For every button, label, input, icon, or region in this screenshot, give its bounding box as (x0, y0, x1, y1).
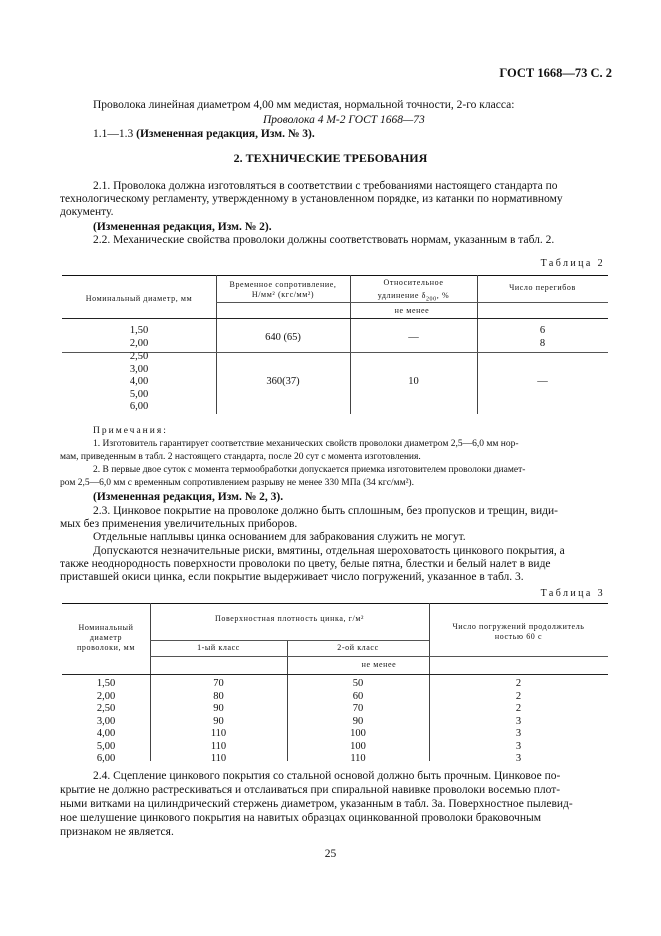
elongation-unit: , % (436, 291, 450, 300)
dips-line1: Число погружений продолжитель (452, 622, 585, 631)
table2-cell: 3,00 (129, 363, 149, 375)
note-2-line1: 2. В первые двое суток с момента термообработки допускается приемка изготовителем проволоки диамет- (93, 465, 526, 475)
para-2-3-line4: Допускаются незначительные риски, вмятины, отдельная шероховатость цинкового покрытия, а (93, 545, 565, 557)
para-2-1-line1: 2.1. Проволока должна изготовляться в соответствии с требованиями настоящего стандарта по (93, 180, 558, 192)
table3-cell: 70 (352, 703, 364, 714)
strength-line1: Временное сопротивление, (229, 280, 337, 289)
table3-col-diameter (62, 678, 150, 766)
table3-cell: 3 (515, 715, 522, 727)
table2-header-diameter: Номинальный диаметр, мм (85, 294, 193, 303)
table3-cell: 80 (213, 690, 224, 702)
dips-line2: ностью 60 с (494, 632, 543, 641)
section-title: 2. ТЕХНИЧЕСКИЕ ТРЕБОВАНИЯ (233, 151, 428, 165)
table3-cell: 110 (210, 740, 227, 752)
table3-cell: 1,50 (96, 678, 116, 689)
page-header-code: ГОСТ 1668—73 С. 2 (499, 66, 612, 80)
table3-cell: 3 (515, 753, 522, 764)
table2-g2-diameters (62, 351, 216, 414)
para-2-1-line2: технологическому регламенту, утвержденному в установленном порядке, из катанки по нормативному (60, 193, 563, 205)
edit-note-2: (Измененная редакция, Изм. № 2). (93, 221, 272, 233)
table3-cell: 4,00 (96, 728, 116, 739)
table3-cell: 2 (515, 690, 522, 702)
edit-bold: (Измененная редакция, Изм. № 3). (136, 128, 315, 140)
table3-cell: 90 (213, 703, 224, 714)
table3-cell: 110 (210, 753, 227, 764)
elongation-line2 (350, 291, 477, 305)
table3-cell: 3,00 (96, 715, 116, 727)
diameter-line2: диаметр (89, 633, 123, 642)
table3-header-diameter (62, 623, 150, 653)
note-1-line1: 1. Изготовитель гарантирует соответствие механических свойств проволоки диаметром 2,5—6,0 мм нор- (93, 439, 519, 449)
table3-cell: 90 (352, 715, 364, 727)
note-1-line2: мам, приведенным в табл. 2 настоящего стандарта, после 20 сут с момента изготовления. (60, 452, 421, 462)
para-2-3-line1: 2.3. Цинковое покрытие на проволоке должно быть сплошным, без пропусков и трещин, види- (93, 505, 558, 517)
table3-header-class2: 2-ой класс (337, 643, 379, 652)
table2-g1-diameters (62, 325, 216, 350)
table2-g2-elongation: 10 (408, 376, 419, 387)
para-2-4-line3: ными витками на цилиндрический стержень диаметром, указанным в табл. 3а. Поверхностное пылевид- (60, 798, 573, 810)
table3-cell: 2,00 (96, 690, 116, 702)
table3-cell: 70 (213, 678, 224, 689)
table3-cell: 2 (515, 678, 522, 689)
table2-g2-strength: 360(37) (266, 376, 300, 387)
table2-header-min: не менее (394, 306, 430, 315)
table3-cell: 3 (515, 740, 522, 752)
table3-col-dips (429, 678, 608, 766)
table2-g2-bends: — (537, 376, 548, 387)
table3-header-dips (429, 622, 608, 642)
table2-header-bends: Число перегибов (509, 283, 576, 292)
table2-g1-elongation: — (408, 332, 419, 343)
para-2-1-line3: документу. (60, 206, 114, 218)
table3-cell: 3 (515, 728, 522, 739)
table3-cell: 50 (352, 678, 364, 689)
table2-g1-strength: 640 (65) (265, 332, 301, 343)
elongation-sub: 200 (425, 296, 437, 303)
para-2-3-line5: также неоднородность поверхности проволоки по цвету, белые пятна, блестки и белый налет в виде (60, 558, 551, 570)
table2-header-elongation (350, 278, 477, 305)
table3-cell: 6,00 (96, 753, 116, 764)
page-number: 25 (324, 848, 337, 860)
para-2-4-line5: признаком не является. (60, 826, 174, 838)
para-2-3-line3: Отдельные наплывы цинка основанием для забракования служить не могут. (93, 531, 466, 543)
table3-cell: 5,00 (96, 740, 116, 752)
table3-caption: Таблица 3 (540, 588, 605, 599)
table2-cell: 5,00 (129, 388, 149, 400)
table3-header-density: Поверхностная плотность цинка, г/м² (214, 614, 365, 623)
para-2-4-line1: 2.4. Сцепление цинкового покрытия со стальной основой должно быть прочным. Цинковое по- (93, 770, 561, 782)
table3-cell: 100 (350, 740, 366, 752)
table2-cell: 8 (539, 337, 546, 349)
para-2-2: 2.2. Механические свойства проволоки должны соответствовать нормам, указанным в табл. 2. (93, 234, 555, 246)
table3-cell: 110 (350, 753, 366, 764)
example-designation: Проволока 4 М-2 ГОСТ 1668—73 (263, 114, 425, 126)
elongation-label: удлинение δ (377, 291, 426, 300)
table2-cell: 6 (539, 325, 546, 336)
para-2-4-line4: ное шелушение цинкового покрытия на навитых образцах оцинкованной проволоки браковочным (60, 812, 541, 824)
table2-cell: 2,00 (129, 337, 149, 349)
note-2-line2: ром 2,5—6,0 мм с временным сопротивлением разрыву не менее 330 МПа (34 кгс/мм²). (60, 478, 414, 488)
edit-ref: 1.1—1.3 (93, 128, 134, 140)
table2-g1-bends (477, 325, 608, 350)
table2-cell: 6,00 (129, 401, 149, 412)
strength-line2: Н/мм² (кгс/мм²) (251, 290, 315, 299)
table3-cell: 2,50 (96, 703, 116, 714)
table3-cell: 90 (213, 715, 224, 727)
table3-col-class2 (287, 678, 429, 766)
table3-header-class1: 1-ый класс (197, 643, 240, 652)
table2-cell: 2,50 (129, 351, 149, 362)
table2-caption: Таблица 2 (540, 258, 605, 269)
table3-cell: 2 (515, 703, 522, 714)
table2-header-strength (216, 280, 350, 300)
table3-header-min: не менее (361, 660, 397, 669)
para-2-3-line2: мых без применения увеличительных приборов. (60, 518, 298, 530)
diameter-line1: Номинальный (78, 623, 134, 632)
edit-note-3: (Измененная редакция, Изм. № 2, 3). (93, 491, 284, 503)
para-2-3-line6: приставшей окиси цинка, если покрытие выдерживает число погружений, указанное в табл. 3. (60, 571, 524, 583)
para-2-4-line2: крытие не должно растрескиваться и отслаиваться при спиральной навивке проволоки восемью плот- (60, 784, 561, 796)
table3-cell: 110 (210, 728, 227, 739)
table2-cell: 1,50 (129, 325, 149, 336)
table3-cell: 100 (350, 728, 366, 739)
table3-cell: 60 (352, 690, 364, 702)
table3-col-class1 (150, 678, 287, 766)
diameter-line3: проволоки, мм (77, 643, 135, 652)
elongation-line1: Относительное (383, 278, 444, 287)
edit-note-1 (93, 128, 315, 141)
intro-line: Проволока линейная диаметром 4,00 мм медистая, нормальной точности, 2-го класса: (93, 99, 515, 111)
table2-cell: 4,00 (129, 376, 149, 387)
notes-title: Примечания: (93, 426, 168, 436)
